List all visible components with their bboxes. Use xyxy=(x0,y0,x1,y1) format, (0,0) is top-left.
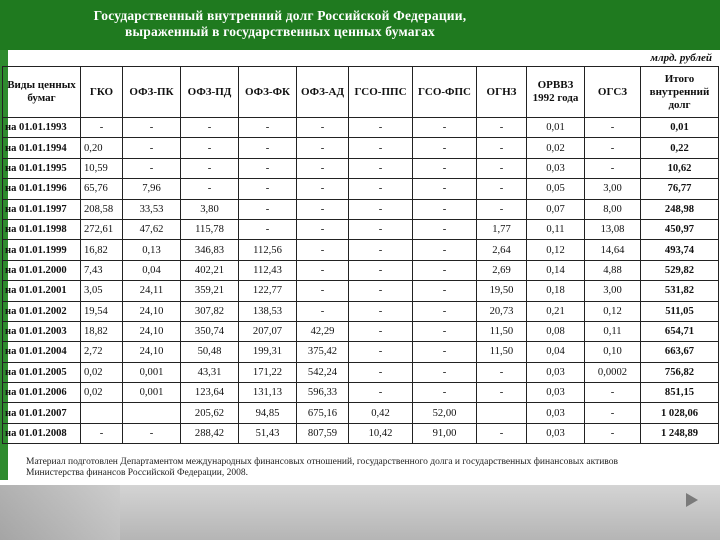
row-date: на 01.01.2005 xyxy=(3,362,81,382)
value-cell: - xyxy=(477,383,527,403)
value-cell: 0,0002 xyxy=(585,362,641,382)
value-cell: 3,05 xyxy=(81,281,123,301)
value-cell: - xyxy=(585,383,641,403)
value-cell: - xyxy=(585,118,641,138)
value-cell: - xyxy=(181,138,239,158)
table-row xyxy=(3,179,719,199)
total-cell: 248,98 xyxy=(641,199,719,219)
value-cell: - xyxy=(239,179,297,199)
column-header: ОФЗ-АД xyxy=(297,67,349,118)
column-header: ОГНЗ xyxy=(477,67,527,118)
total-cell: 450,97 xyxy=(641,219,719,239)
value-cell: 0,03 xyxy=(527,362,585,382)
value-cell: 10,42 xyxy=(349,423,413,443)
column-header: Виды ценных бумаг xyxy=(3,67,81,118)
value-cell: - xyxy=(239,219,297,239)
value-cell: - xyxy=(123,158,181,178)
value-cell: 307,82 xyxy=(181,301,239,321)
value-cell: 199,31 xyxy=(239,342,297,362)
value-cell: - xyxy=(413,118,477,138)
column-header: ОФЗ-ПД xyxy=(181,67,239,118)
column-header: ОРВВЗ 1992 года xyxy=(527,67,585,118)
value-cell: - xyxy=(413,362,477,382)
value-cell: 0,21 xyxy=(527,301,585,321)
row-date: на 01.01.1998 xyxy=(3,219,81,239)
value-cell: - xyxy=(349,240,413,260)
value-cell xyxy=(477,403,527,423)
value-cell: 0,04 xyxy=(527,342,585,362)
value-cell: 138,53 xyxy=(239,301,297,321)
value-cell: 402,21 xyxy=(181,260,239,280)
value-cell: 2,72 xyxy=(81,342,123,362)
value-cell: 0,001 xyxy=(123,362,181,382)
value-cell: 33,53 xyxy=(123,199,181,219)
value-cell: - xyxy=(239,138,297,158)
total-cell: 1 028,06 xyxy=(641,403,719,423)
table-row xyxy=(3,260,719,280)
row-date: на 01.01.1997 xyxy=(3,199,81,219)
value-cell: - xyxy=(349,342,413,362)
value-cell: 7,43 xyxy=(81,260,123,280)
total-cell: 851,15 xyxy=(641,383,719,403)
value-cell: - xyxy=(297,219,349,239)
value-cell: 24,11 xyxy=(123,281,181,301)
value-cell: 19,54 xyxy=(81,301,123,321)
value-cell: - xyxy=(585,423,641,443)
row-date: на 01.01.2006 xyxy=(3,383,81,403)
value-cell: 24,10 xyxy=(123,301,181,321)
value-cell: 807,59 xyxy=(297,423,349,443)
value-cell: - xyxy=(239,158,297,178)
value-cell: 20,73 xyxy=(477,301,527,321)
table-row xyxy=(3,219,719,239)
total-cell: 756,82 xyxy=(641,362,719,382)
value-cell: 675,16 xyxy=(297,403,349,423)
value-cell: 16,82 xyxy=(81,240,123,260)
total-cell: 1 248,89 xyxy=(641,423,719,443)
value-cell: - xyxy=(239,118,297,138)
row-date: на 01.01.2000 xyxy=(3,260,81,280)
total-cell: 0,01 xyxy=(641,118,719,138)
value-cell: 11,50 xyxy=(477,342,527,362)
column-header: ОФЗ-ПК xyxy=(123,67,181,118)
value-cell: - xyxy=(349,179,413,199)
table-row xyxy=(3,301,719,321)
value-cell: 0,03 xyxy=(527,158,585,178)
value-cell: 0,18 xyxy=(527,281,585,301)
value-cell: 13,08 xyxy=(585,219,641,239)
row-date: на 01.01.2003 xyxy=(3,321,81,341)
value-cell: 123,64 xyxy=(181,383,239,403)
total-cell: 663,67 xyxy=(641,342,719,362)
value-cell: 346,83 xyxy=(181,240,239,260)
title-banner xyxy=(0,0,720,50)
value-cell: - xyxy=(297,158,349,178)
value-cell: 42,29 xyxy=(297,321,349,341)
value-cell: - xyxy=(413,179,477,199)
value-cell: - xyxy=(349,321,413,341)
value-cell: 0,02 xyxy=(81,362,123,382)
title-line-2: выраженный в государственных ценных бумагах xyxy=(125,24,435,39)
value-cell: 14,64 xyxy=(585,240,641,260)
table-row xyxy=(3,342,719,362)
table-row xyxy=(3,321,719,341)
value-cell: 91,00 xyxy=(413,423,477,443)
value-cell: 207,07 xyxy=(239,321,297,341)
next-slide-arrow-icon[interactable] xyxy=(686,493,698,507)
total-cell: 76,77 xyxy=(641,179,719,199)
value-cell: - xyxy=(239,199,297,219)
table-row xyxy=(3,138,719,158)
value-cell: - xyxy=(477,423,527,443)
total-cell: 0,22 xyxy=(641,138,719,158)
value-cell: - xyxy=(413,383,477,403)
value-cell: 0,11 xyxy=(527,219,585,239)
table-header-row xyxy=(3,67,719,118)
value-cell: 0,20 xyxy=(81,138,123,158)
value-cell: 24,10 xyxy=(123,321,181,341)
value-cell: - xyxy=(349,158,413,178)
value-cell: - xyxy=(413,281,477,301)
value-cell: 19,50 xyxy=(477,281,527,301)
value-cell: 0,03 xyxy=(527,403,585,423)
value-cell: - xyxy=(349,118,413,138)
value-cell: - xyxy=(123,138,181,158)
value-cell: 47,62 xyxy=(123,219,181,239)
value-cell: 272,61 xyxy=(81,219,123,239)
value-cell: - xyxy=(297,199,349,219)
value-cell: - xyxy=(123,118,181,138)
value-cell: - xyxy=(477,179,527,199)
row-date: на 01.01.2004 xyxy=(3,342,81,362)
total-cell: 531,82 xyxy=(641,281,719,301)
debt-table xyxy=(2,66,719,444)
value-cell: 3,00 xyxy=(585,281,641,301)
value-cell: - xyxy=(297,138,349,158)
value-cell: - xyxy=(297,240,349,260)
table-row xyxy=(3,362,719,382)
value-cell: 10,59 xyxy=(81,158,123,178)
value-cell: 131,13 xyxy=(239,383,297,403)
value-cell: - xyxy=(297,281,349,301)
value-cell: 2,69 xyxy=(477,260,527,280)
value-cell: 0,01 xyxy=(527,118,585,138)
value-cell: - xyxy=(349,199,413,219)
row-date: на 01.01.2008 xyxy=(3,423,81,443)
value-cell: 0,001 xyxy=(123,383,181,403)
value-cell: 205,62 xyxy=(181,403,239,423)
value-cell: 0,02 xyxy=(527,138,585,158)
value-cell: - xyxy=(477,362,527,382)
table-row xyxy=(3,403,719,423)
value-cell: 0,04 xyxy=(123,260,181,280)
value-cell: 112,43 xyxy=(239,260,297,280)
value-cell: 4,88 xyxy=(585,260,641,280)
value-cell: - xyxy=(413,342,477,362)
value-cell: - xyxy=(413,321,477,341)
value-cell: - xyxy=(413,219,477,239)
table-row xyxy=(3,383,719,403)
value-cell: - xyxy=(349,362,413,382)
value-cell: 0,13 xyxy=(123,240,181,260)
total-cell: 493,74 xyxy=(641,240,719,260)
row-date: на 01.01.2002 xyxy=(3,301,81,321)
column-header: Итого внутренний долг xyxy=(641,67,719,118)
value-cell: 350,74 xyxy=(181,321,239,341)
value-cell: 596,33 xyxy=(297,383,349,403)
column-header: ОФЗ-ФК xyxy=(239,67,297,118)
value-cell: 208,58 xyxy=(81,199,123,219)
value-cell: 0,03 xyxy=(527,423,585,443)
value-cell: - xyxy=(349,383,413,403)
value-cell: - xyxy=(585,138,641,158)
value-cell: 112,56 xyxy=(239,240,297,260)
column-header: ГКО xyxy=(81,67,123,118)
value-cell: 0,05 xyxy=(527,179,585,199)
row-date: на 01.01.1993 xyxy=(3,118,81,138)
value-cell: 11,50 xyxy=(477,321,527,341)
table-row xyxy=(3,240,719,260)
value-cell: 0,02 xyxy=(81,383,123,403)
value-cell: 0,11 xyxy=(585,321,641,341)
value-cell xyxy=(81,403,123,423)
value-cell: - xyxy=(123,423,181,443)
value-cell: 542,24 xyxy=(297,362,349,382)
value-cell: 3,80 xyxy=(181,199,239,219)
value-cell: - xyxy=(349,260,413,280)
value-cell: - xyxy=(413,199,477,219)
value-cell: - xyxy=(413,158,477,178)
value-cell: 171,22 xyxy=(239,362,297,382)
value-cell: - xyxy=(477,158,527,178)
value-cell: 2,64 xyxy=(477,240,527,260)
value-cell: - xyxy=(585,403,641,423)
value-cell: 115,78 xyxy=(181,219,239,239)
table-row xyxy=(3,199,719,219)
total-cell: 529,82 xyxy=(641,260,719,280)
value-cell: - xyxy=(477,118,527,138)
row-date: на 01.01.1994 xyxy=(3,138,81,158)
value-cell: - xyxy=(413,260,477,280)
row-date: на 01.01.2007 xyxy=(3,403,81,423)
value-cell: - xyxy=(181,118,239,138)
table-body xyxy=(3,118,719,444)
row-date: на 01.01.1999 xyxy=(3,240,81,260)
value-cell: 1,77 xyxy=(477,219,527,239)
value-cell: 0,08 xyxy=(527,321,585,341)
value-cell: - xyxy=(413,240,477,260)
value-cell: 288,42 xyxy=(181,423,239,443)
row-date: на 01.01.2001 xyxy=(3,281,81,301)
value-cell: - xyxy=(81,423,123,443)
value-cell: 50,48 xyxy=(181,342,239,362)
page-title xyxy=(0,8,560,40)
value-cell: - xyxy=(81,118,123,138)
value-cell: - xyxy=(349,301,413,321)
value-cell: - xyxy=(413,301,477,321)
column-header: ОГСЗ xyxy=(585,67,641,118)
value-cell: 122,77 xyxy=(239,281,297,301)
value-cell: - xyxy=(413,138,477,158)
value-cell: 0,10 xyxy=(585,342,641,362)
table-row xyxy=(3,423,719,443)
unit-label: млрд. рублей xyxy=(650,52,712,64)
value-cell: - xyxy=(297,118,349,138)
value-cell: - xyxy=(477,199,527,219)
value-cell: 51,43 xyxy=(239,423,297,443)
value-cell: 94,85 xyxy=(239,403,297,423)
value-cell: - xyxy=(477,138,527,158)
source-footnote: Материал подготовлен Департаментом международных финансовых отношений, государственного долга и государственных финансовых активов Министерства финансов Российской Федерации, 2008. xyxy=(26,457,618,478)
value-cell: 0,12 xyxy=(585,301,641,321)
value-cell: 0,42 xyxy=(349,403,413,423)
value-cell: 24,10 xyxy=(123,342,181,362)
value-cell: 0,03 xyxy=(527,383,585,403)
value-cell: 18,82 xyxy=(81,321,123,341)
value-cell: 43,31 xyxy=(181,362,239,382)
value-cell: 8,00 xyxy=(585,199,641,219)
value-cell: - xyxy=(297,301,349,321)
table-row xyxy=(3,281,719,301)
value-cell: 375,42 xyxy=(297,342,349,362)
table-row xyxy=(3,158,719,178)
value-cell: - xyxy=(297,260,349,280)
value-cell: 359,21 xyxy=(181,281,239,301)
value-cell: 0,12 xyxy=(527,240,585,260)
table-row xyxy=(3,118,719,138)
row-date: на 01.01.1995 xyxy=(3,158,81,178)
value-cell: - xyxy=(349,138,413,158)
value-cell: 0,07 xyxy=(527,199,585,219)
value-cell: - xyxy=(181,158,239,178)
bottom-band-shade xyxy=(0,485,120,540)
value-cell: - xyxy=(349,281,413,301)
total-cell: 10,62 xyxy=(641,158,719,178)
column-header: ГСО-ППС xyxy=(349,67,413,118)
title-line-1: Государственный внутренний долг Российской Федерации, xyxy=(93,8,467,23)
total-cell: 511,05 xyxy=(641,301,719,321)
value-cell: 0,14 xyxy=(527,260,585,280)
value-cell: - xyxy=(585,158,641,178)
value-cell xyxy=(123,403,181,423)
value-cell: 52,00 xyxy=(413,403,477,423)
value-cell: - xyxy=(181,179,239,199)
total-cell: 654,71 xyxy=(641,321,719,341)
row-date: на 01.01.1996 xyxy=(3,179,81,199)
value-cell: - xyxy=(297,179,349,199)
bottom-band xyxy=(0,485,720,540)
value-cell: 7,96 xyxy=(123,179,181,199)
value-cell: 3,00 xyxy=(585,179,641,199)
column-header: ГСО-ФПС xyxy=(413,67,477,118)
value-cell: - xyxy=(349,219,413,239)
value-cell: 65,76 xyxy=(81,179,123,199)
